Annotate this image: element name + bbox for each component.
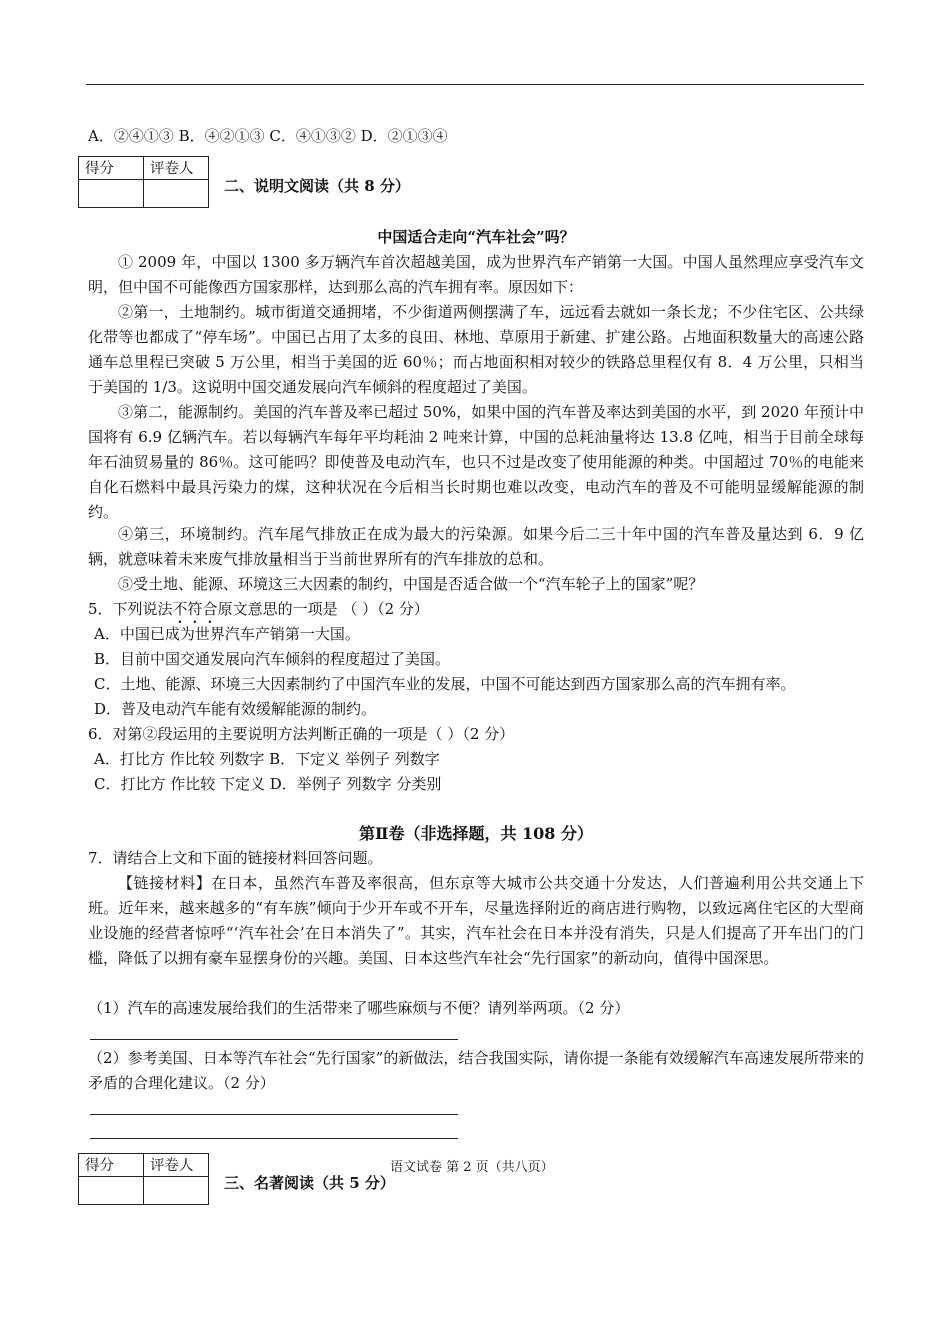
- q5-stem-dotted: 不符合: [172, 600, 218, 618]
- q4-options: A．②④①③ B．④②①③ C．④①③② D．②①③④: [88, 127, 448, 145]
- article-p2: ②第一，土地制约。城市街道交通拥堵，不少街道两侧摆满了车，远远看去就如一条长龙；不少住宅区、公共绿化带等也都成了“停车场”。中国已占用了太多的良田、林地、草原用于新建、扩建公路。占地面积数量大的高速公路通车总里程已突破 5 万公里，相当于美国的近 60％；而占地面积相对较少的铁路总里程仅有 8．4 万公里，只相当于美国的 1/3。这说明中国交通发展向汽车倾斜的程度超过了美国。: [88, 303, 865, 396]
- grader-label: 评卷人: [144, 157, 209, 180]
- answer-line-3[interactable]: [90, 1138, 458, 1139]
- article-p4: ④第三，环境制约。汽车尾气排放正在成为最大的污染源。如果今后二三十年中国的汽车普及量达到 6．9 亿辆，就意味着未来废气排放量相当于当前世界所有的汽车排放的总和。: [88, 525, 864, 568]
- article-title: 中国适合走向“汽车社会”吗？: [377, 228, 575, 246]
- q5-stem-pre: 5．下列说法: [88, 600, 173, 618]
- q7-stem: 7．请结合上文和下面的链接材料回答问题。: [88, 849, 383, 867]
- score-table-1: [78, 156, 209, 208]
- answer-line-1[interactable]: [90, 1039, 458, 1040]
- q5-option-b: B．目前中国交通发展向汽车倾斜的程度超过了美国。: [94, 650, 451, 668]
- score-label: 得分: [79, 1154, 144, 1177]
- q7-sub2: （2）参考美国、日本等汽车社会“先行国家”的新做法，结合我国实际，请你提一条能有效缓解汽车高速发展所带来的矛盾的合理化建议。（2 分）: [88, 1049, 864, 1092]
- q5-option-c: C．土地、能源、环境三大因素制约了中国汽车业的发展，中国不可能达到西方国家那么高的汽车拥有率。: [94, 675, 796, 693]
- top-rule: [86, 84, 864, 85]
- score-table-2: [78, 1153, 209, 1205]
- page-footer: 语文试卷 第 2 页（共八页）: [390, 1160, 554, 1175]
- answer-line-2[interactable]: [90, 1114, 458, 1115]
- score-cell[interactable]: [79, 1177, 144, 1205]
- article-p1: ① 2009 年，中国以 1300 多万辆汽车首次超越美国，成为世界汽车产销第一大国。中国人虽然理应享受汽车文明，但中国不可能像西方国家那样，达到那么高的汽车拥有率。原因如下：: [88, 253, 864, 296]
- article-p5: ⑤受土地、能源、环境这三大因素的制约，中国是否适合做一个“汽车轮子上的国家”呢？: [118, 575, 704, 593]
- score-cell[interactable]: [79, 180, 144, 208]
- q6-stem: 6．对第②段运用的主要说明方法判断正确的一项是（ ）（2 分）: [88, 725, 515, 743]
- section2-title: 二、说明文阅读（共 8 分）: [224, 177, 410, 195]
- q5-option-a: A．中国已成为世界汽车产销第一大国。: [94, 625, 360, 643]
- q5-option-d: D．普及电动汽车能有效缓解能源的制约。: [94, 700, 377, 718]
- grader-label: 评卷人: [144, 1154, 209, 1177]
- volume2-title: 第Ⅱ卷（非选择题，共 108 分）: [358, 824, 594, 843]
- q6-options-cd: C．打比方 作比较 下定义 D．举例子 列数字 分类别: [94, 775, 442, 793]
- grader-cell[interactable]: [144, 1177, 209, 1205]
- score-label: 得分: [79, 157, 144, 180]
- q6-options-ab: A．打比方 作比较 列数字 B．下定义 举例子 列数字: [94, 750, 440, 768]
- section3-title: 三、名著阅读（共 5 分）: [224, 1174, 395, 1192]
- article-p3: ③第二，能源制约。美国的汽车普及率已超过 50%，如果中国的汽车普及率达到美国的水平，到 2020 年预计中国将有 6.9 亿辆汽车。若以每辆汽车每年平均耗油 2 吨来计算，中国的总耗油量将达 13.8 亿吨，相当于目前全球每年石油贸易量的 86％。这可能吗？即使普及电动汽车，也只不过是改变了使用能源的种类。中国超过 70％的电能来自化石燃料中最具污染力的煤，这种状况在今后相当长时期也难以改变，电动汽车的普及不可能明显缓解能源的制约。: [88, 403, 864, 521]
- q5-stem-post: 原文意思的一项是 （ ）（2 分）: [217, 600, 429, 618]
- q7-sub1: （1）汽车的高速发展给我们的生活带来了哪些麻烦与不便？请列举两项。（2 分）: [88, 999, 630, 1017]
- q7-material: 【链接材料】在日本，虽然汽车普及率很高，但东京等大城市公共交通十分发达，人们普遍利用公共交通上下班。近年来，越来越多的“有车族”倾向于少开车或不开车，尽量选择附近的商店进行购物，以致远离住宅区的大型商业设施的经营者惊呼“‘汽车社会’在日本消失了”。其实，汽车社会在日本并没有消失，只是人们提高了开车出门的门槛，降低了以拥有豪车显摆身份的兴趣。美国、日本这些汽车社会“先行国家”的新动向，值得中国深思。: [88, 874, 864, 967]
- grader-cell[interactable]: [144, 180, 209, 208]
